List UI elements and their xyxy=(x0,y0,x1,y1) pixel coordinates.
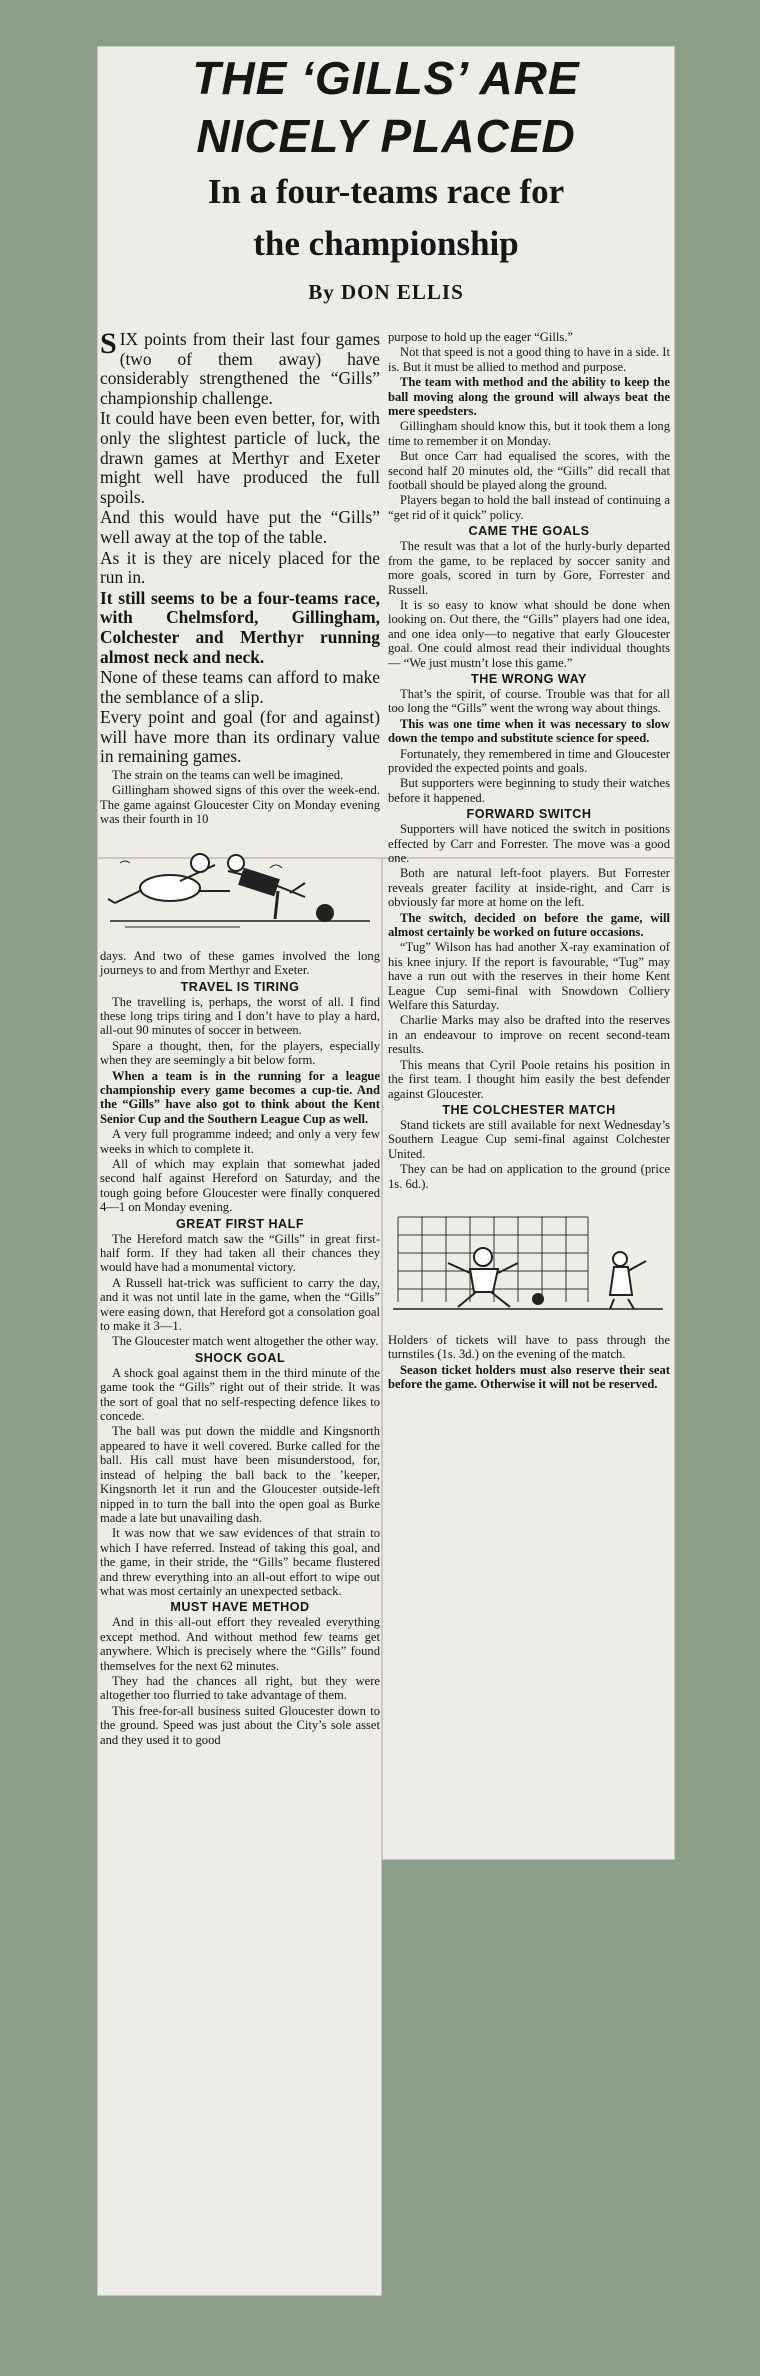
paragraph: The result was that a lot of the hurly-burly departed from the game, to be replaced by soccer sanity and more goals, scored in turn by Gore, Forrester and Russell. xyxy=(388,539,670,597)
paragraph: They can be had on application to the ground (price 1s. 6d.). xyxy=(388,1162,670,1191)
intro-text: IX points from their last four games (two of them away) have considerably strengthened the “Gills” championship challenge. xyxy=(100,329,380,408)
drop-cap: S xyxy=(100,327,117,360)
paragraph: When a team is in the running for a league championship every game becomes a cup-tie. And the “Gills” have also got to think about the Kent Senior Cup and the Southern League Cup as well. xyxy=(100,1068,380,1126)
paragraph: “Tug” Wilson has had another X-ray examination of his knee injury. If the report is favourable, “Tug” may have a run out with the reserves in their home Kent League Cup semi-final with Snowdown Colliery Welfare this Saturday. xyxy=(388,940,670,1013)
section-heading: TRAVEL IS TIRING xyxy=(180,979,300,994)
goalkeeper-cartoon-illustration xyxy=(388,1197,670,1327)
paragraph: A Russell hat-trick was sufficient to carry the day, and it was not until late in the game, when the “Gills” were easing down, that Hereford got a consolation goal to make it 3—1. xyxy=(100,1275,380,1334)
paragraph: A shock goal against them in the third minute of the game took the “Gills” right out of their stride. It was the sort of goal that no self-respecting defence likes to concede. xyxy=(100,1365,380,1424)
paragraph: Supporters will have noticed the switch in positions effected by Carr and Forrester. The move was a good one. xyxy=(388,822,670,865)
paragraph: Fortunately, they remembered in time and Gloucester provided the expected points and goals. xyxy=(388,746,670,775)
paragraph: Stand tickets are still available for next Wednesday’s Southern League Cup semi-final against Colchester United. xyxy=(388,1117,670,1161)
paragraph: Gillingham showed signs of this over the week-end. The game against Gloucester City on Monday evening was their fourth in 10 xyxy=(100,783,380,827)
paragraph: The Hereford match saw the “Gills” in great first-half form. If they had taken all their chances they would have had a monumental victory. xyxy=(100,1231,380,1275)
paragraph: But supporters were beginning to study their watches before it happened. xyxy=(388,776,670,805)
section-heading: MUST HAVE METHOD xyxy=(170,1600,310,1615)
paragraph: Holders of tickets will have to pass through the turnstiles (1s. 3d.) on the evening of the match. xyxy=(388,1332,670,1362)
paragraph: Season ticket holders must also reserve their seat before the game. Otherwise it will not be reserved. xyxy=(388,1362,670,1392)
paragraph: The switch, decided on before the game, will almost certainly be worked on future occasions. xyxy=(388,910,670,940)
paragraph: But once Carr had equalised the scores, with the second half 20 minutes old, the “Gills” did recall that football should be played along the ground. xyxy=(388,449,670,493)
paragraph: Both are natural left-foot players. But Forrester reveals greater facility at inside-right, and Carr is obviously far more at home on the left. xyxy=(388,866,670,910)
paragraph: It still seems to be a four-teams race, with Chelmsford, Gillingham, Colchester and Merthyr running almost neck and neck. xyxy=(100,587,380,667)
paragraph: Every point and goal (for and against) will have more than its ordinary value in remaining games. xyxy=(100,707,380,767)
paragraph: The strain on the teams can well be imagined. xyxy=(112,768,344,783)
paragraph: The travelling is, perhaps, the worst of all. I find these long trips tiring and I don’t have to play a hard, all-out 90 minutes of soccer in between. xyxy=(100,994,380,1038)
byline: By DON ELLIS xyxy=(308,280,464,304)
section-heading: FORWARD SWITCH xyxy=(466,807,592,822)
article-header xyxy=(97,46,675,305)
paragraph: The Gloucester match went altogether the other way. xyxy=(112,1334,379,1349)
section-heading: THE WRONG WAY xyxy=(471,671,587,686)
intro-paragraph xyxy=(100,327,380,408)
paragraph: All of which may explain that somewhat jaded second half against Hereford on Saturday, and the tough going before Gloucester were finally conquered 4—1 on Monday evening. xyxy=(100,1156,380,1215)
paragraph: Players began to hold the ball instead of continuing a “get rid of it quick” policy. xyxy=(388,493,670,522)
paragraph: The ball was put down the middle and Kingsnorth appeared to have it well covered. Burke called for the ball. His call must have been misunderstood, for, instead of helping the ball back to the ’keeper, Kingsnorth let it run and the Gloucester outside-left nipped in to turn the ball into the open goal as Burke made a late but unavailing dash. xyxy=(100,1424,380,1525)
section-heading: THE COLCHESTER MATCH xyxy=(442,1102,616,1117)
paragraph: The team with method and the ability to keep the ball moving along the ground will always beat the mere speedsters. xyxy=(388,375,670,419)
subheadline-line-1: In a four-teams race for xyxy=(207,172,565,211)
paragraph: Gillingham should know this, but it took them a long time to remember it on Monday. xyxy=(388,419,670,448)
paragraph: And this would have put the “Gills” well away at the top of the table. xyxy=(100,507,380,547)
paragraph: They had the chances all right, but they were altogether too flurried to take advantage of them. xyxy=(100,1673,380,1703)
article-column-right xyxy=(388,330,670,1393)
paragraph: Spare a thought, then, for the players, especially when they are seemingly a bit below form. xyxy=(100,1038,380,1068)
paragraph: This free-for-all business suited Gloucester down to the ground. Speed was just about the City’s sole asset and they used it to good xyxy=(100,1703,380,1747)
paragraph: This was one time when it was necessary to slow down the tempo and substitute science for speed. xyxy=(388,716,670,746)
section-heading: SHOCK GOAL xyxy=(194,1350,286,1365)
paragraph: None of these teams can afford to make the semblance of a slip. xyxy=(100,667,380,707)
paragraph: It could have been even better, for, with only the slightest particle of luck, the drawn games at Merthyr and Exeter might well have produced the full spoils. xyxy=(100,408,380,507)
headline-line-2: NICELY PLACED xyxy=(196,110,576,162)
paragraph: This means that Cyril Poole retains his position in the first team. I thought him easily the best defender against Gloucester. xyxy=(388,1057,670,1101)
paragraph: It was now that we saw evidences of that strain to which I have referred. Instead of taking this goal, and the game, in their stride, the “Gills” became flustered and threw everything into an all-out effort to wipe out what was most certainly an unexpected setback. xyxy=(100,1526,380,1598)
headline-line-1: THE ‘GILLS’ ARE xyxy=(192,52,580,104)
paragraph: It is so easy to know what should be done when looking on. Out there, the “Gills” players had one idea, and one idea only—to negative that early Gloucester goal. One could almost read their individual thoughts — “We just mustn’t lose this game.” xyxy=(388,597,670,670)
paragraph: That’s the spirit, of course. Trouble was that for all too long the “Gills” went the wrong way about things. xyxy=(388,686,670,716)
subheadline-line-2: the championship xyxy=(253,224,519,263)
paragraph: And in this all-out effort they revealed everything except method. And without method few teams get anywhere. Which is precisely where the “Gills” found themselves for the next 62 minutes. xyxy=(100,1615,380,1673)
paragraph: Charlie Marks may also be drafted into the reserves in an endeavour to improve on recent second-team results. xyxy=(388,1013,670,1057)
paragraph: days. And two of these games involved the long journeys to and from Merthyr and Exeter. xyxy=(100,948,380,978)
paragraph: purpose to hold up the eager “Gills.” xyxy=(388,330,574,344)
paragraph: A very full programme indeed; and only a very few weeks in which to complete it. xyxy=(100,1127,380,1156)
section-heading: CAME THE GOALS xyxy=(468,524,590,539)
paragraph: As it is they are nicely placed for the run in. xyxy=(100,547,380,588)
paragraph: Not that speed is not a good thing to have in a side. It is. But it must be allied to method and purpose. xyxy=(388,345,670,374)
football-cartoon-illustration xyxy=(100,833,380,943)
article-column-left xyxy=(100,327,380,1748)
section-heading: GREAT FIRST HALF xyxy=(175,1216,305,1231)
